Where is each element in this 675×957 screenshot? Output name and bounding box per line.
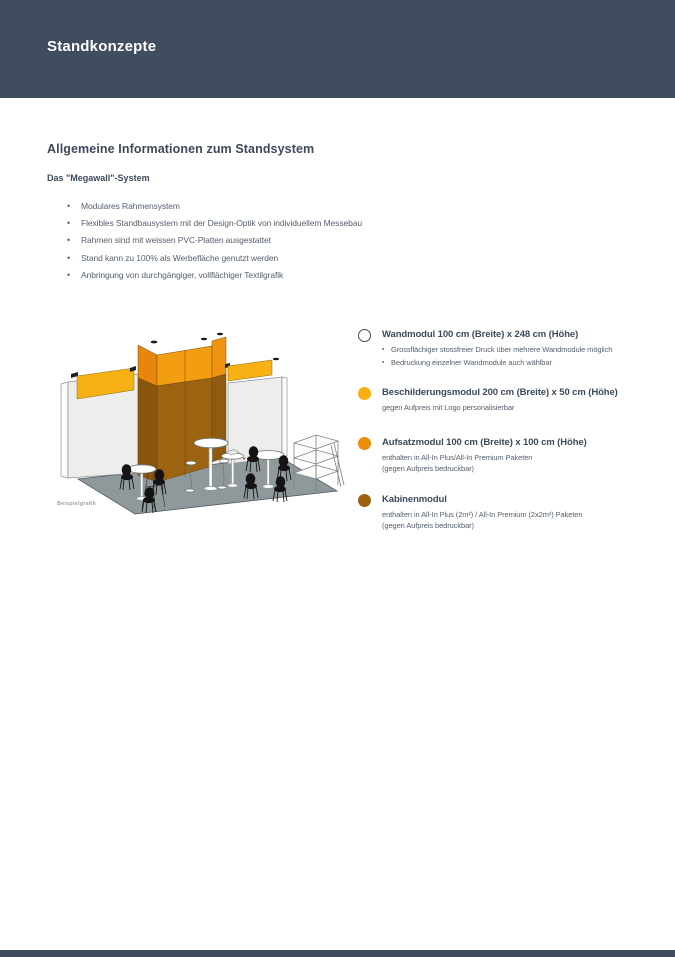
section-subheading: Das "Megawall"-System [47, 173, 150, 183]
beschilderungsmodul-marker [358, 387, 371, 400]
stand-illustration [54, 327, 346, 519]
feature-item: • Modulares Rahmensystem [62, 198, 402, 215]
legend-detail: enthalten in All-In Plus/All-In Premium Paketen [382, 453, 533, 462]
feature-item: • Anbringung von durchgängiger, vollflächiger Textilgrafik [62, 267, 402, 284]
legend-title: Beschilderungsmodul 200 cm (Breite) x 50 cm (Höhe) [382, 387, 618, 398]
legend-item-beschilderungsmodul [358, 387, 663, 413]
legend-detail: enthalten in All-In Plus (2m²) / All-In Premium (2x2m²) Paketen [382, 510, 583, 519]
feature-item: • Stand kann zu 100% als Werbefläche genutzt werden [62, 250, 402, 267]
legend-title: Kabinenmodul [382, 494, 447, 505]
legend-item-kabinenmodul [358, 494, 663, 532]
signage-module-right [228, 360, 272, 381]
legend-detail: gegen Aufpreis mit Logo personalisierbar [382, 403, 515, 412]
kabinenmodul-marker [358, 494, 371, 507]
feature-item: • Flexibles Standbausystem mit der Design-Optik von individuellem Messebau [62, 215, 402, 232]
wandmodul-marker [358, 329, 371, 342]
legend-item-wandmodul [358, 329, 663, 370]
figure-caption: Beispielgrafik [57, 501, 96, 507]
section-heading: Allgemeine Informationen zum Standsystem [47, 142, 315, 156]
aufsatzmodul-marker [358, 437, 371, 450]
page-footer [0, 950, 675, 957]
legend-detail: ▪ Grossflächiger stossfreier Druck über mehrere Wandmodule möglich [382, 344, 612, 355]
legend-item-aufsatzmodul [358, 437, 663, 475]
legend-title: Wandmodul 100 cm (Breite) x 248 cm (Höhe) [382, 329, 579, 340]
page-header [0, 0, 675, 98]
legend-detail: ▪ Bedruckung einzelner Wandmodule auch wählbar [382, 357, 612, 368]
cabin-module [138, 333, 226, 482]
legend-title: Aufsatzmodul 100 cm (Breite) x 100 cm (Höhe) [382, 437, 587, 448]
legend-detail: (gegen Aufpreis bedruckbar) [382, 521, 474, 531]
wall-module-left [61, 366, 138, 478]
feature-list [62, 198, 402, 284]
feature-item: • Rahmen sind mit weissen PVC-Platten ausgestattet [62, 232, 402, 249]
legend-detail: (gegen Aufpreis bedruckbar) [382, 464, 474, 474]
page-title: Standkonzepte [47, 38, 157, 55]
